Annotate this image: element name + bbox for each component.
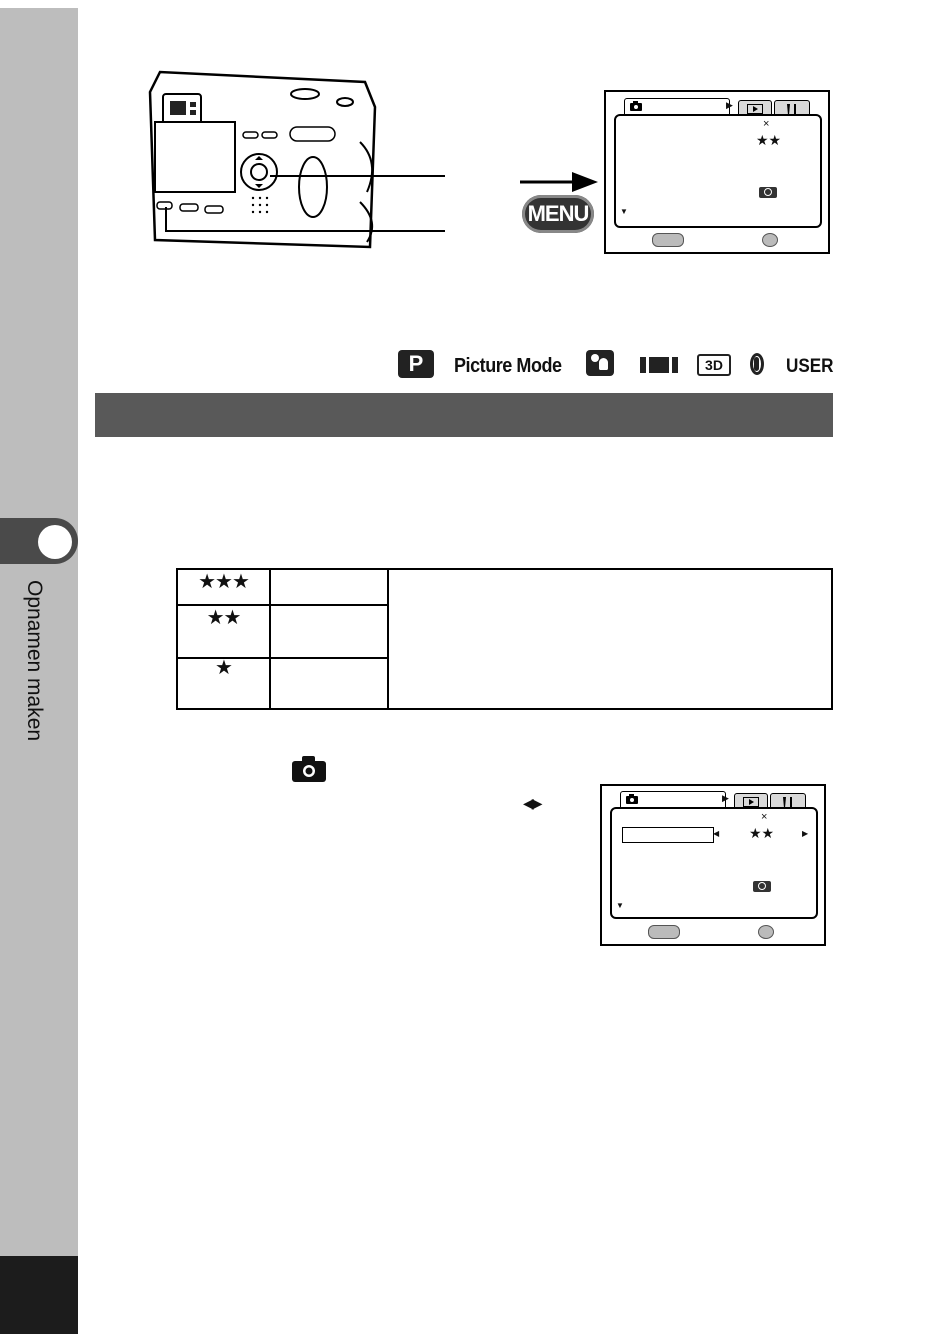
scroll-down-icon: ▼ [620, 207, 628, 216]
right-arrow-icon: ▶ [802, 829, 809, 838]
three-d-mode-icon: 3D [697, 354, 731, 376]
program-mode-icon: P [398, 350, 434, 378]
picture-mode-label: Picture Mode [454, 355, 562, 377]
left-arrow-icon: ◀ [713, 829, 720, 838]
menu-panel [610, 807, 818, 919]
metering-icon [753, 881, 771, 892]
user-mode-label: USER [786, 356, 834, 377]
tab-arrow-icon: ▶ [726, 100, 733, 110]
quality-table [176, 568, 833, 710]
quality-selection-box [622, 827, 714, 843]
chapter-label: Opnamen maken [23, 580, 46, 742]
menu-button-icon: MENU [522, 195, 594, 233]
right-arrow-icon [520, 172, 600, 192]
scroll-down-icon: ▼ [616, 901, 624, 910]
quality-best-stars: ★★★ [198, 571, 249, 593]
lcd-screen-top [604, 90, 830, 254]
pointer-line-dpad [270, 175, 445, 177]
quality-good-stars: ★ [215, 657, 232, 679]
pointer-line-menu-button [165, 230, 445, 232]
table-col-divider-2 [387, 570, 389, 708]
table-row-divider-1 [178, 604, 389, 606]
section-heading-bar [95, 393, 833, 437]
chapter-number-circle [38, 525, 72, 559]
menu-panel [614, 114, 822, 228]
quality-stars: ★★ [756, 132, 782, 148]
ok-button-icon [762, 233, 778, 247]
page-number-block [0, 1256, 78, 1334]
digital-filter-icon [750, 353, 764, 375]
metering-icon [759, 187, 777, 198]
left-right-arrows-icon: ◀▶ [523, 795, 541, 811]
tab-arrow-icon: ▶ [722, 793, 729, 803]
menu-pill-icon [648, 925, 680, 939]
quality-better-stars: ★★ [206, 607, 241, 629]
size-multiply: × [761, 811, 768, 823]
quality-stars: ★★ [749, 825, 775, 841]
size-multiply: × [763, 118, 770, 130]
lcd-screen-bottom [600, 784, 826, 946]
pointer-line-menu-vertical [165, 207, 167, 232]
table-col-divider-1 [269, 570, 271, 708]
panorama-icon [640, 357, 678, 373]
camera-icon [292, 756, 326, 782]
menu-pill-icon [652, 233, 684, 247]
night-scene-icon [586, 350, 614, 376]
camera-illustration [135, 62, 385, 262]
mode-icons-row [398, 350, 838, 384]
ok-button-icon [758, 925, 774, 939]
